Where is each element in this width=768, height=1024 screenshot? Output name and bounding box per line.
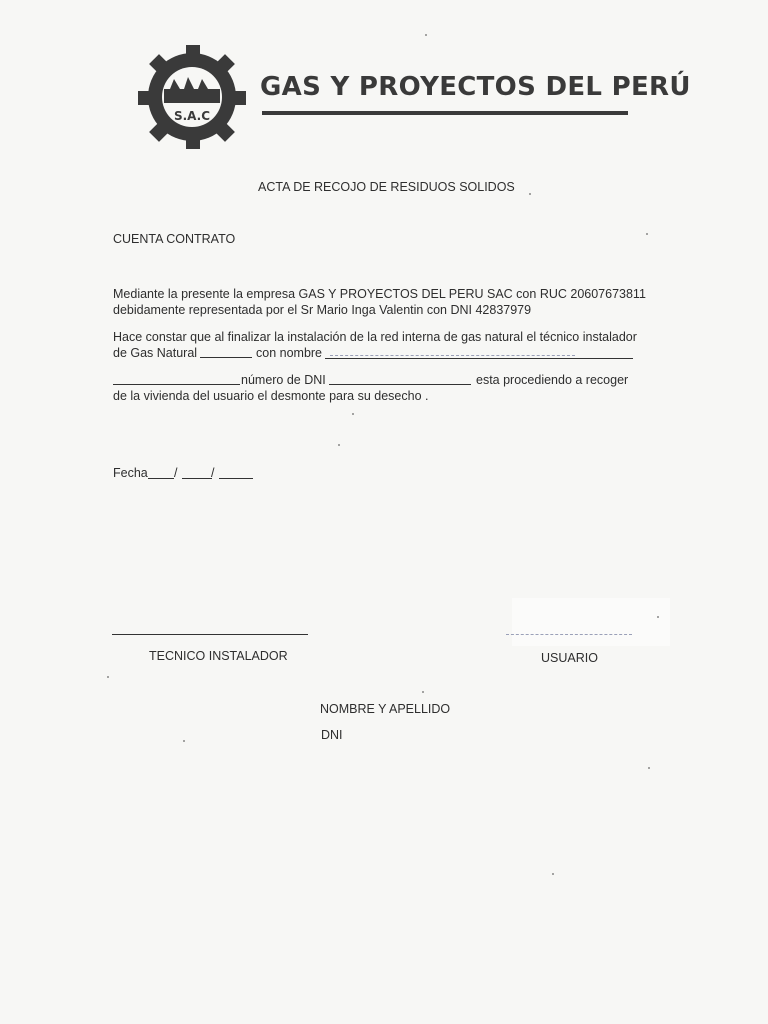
date-separator-2: /	[211, 466, 215, 480]
paragraph2-line2-a: de Gas Natural	[113, 346, 198, 360]
scan-speck	[529, 193, 531, 195]
installer-signature-line	[112, 634, 308, 635]
scan-speck	[657, 616, 659, 618]
name-continuation-blank	[113, 384, 240, 385]
paragraph2-line1: Hace constar que al finalizar la instalación de la red interna de gas natural el técnico instalador	[113, 330, 637, 344]
document-title: ACTA DE RECOJO DE RESIDUOS SOLIDOS	[258, 180, 515, 194]
paragraph1-line1: Mediante la presente la empresa GAS Y PROYECTOS DEL PERU SAC con RUC 20607673811	[113, 287, 646, 301]
installer-label: TECNICO INSTALADOR	[149, 649, 288, 663]
paragraph2-line4: de la vivienda del usuario el desmonte para su desecho .	[113, 389, 429, 403]
dni-blank	[329, 384, 471, 385]
user-label: USUARIO	[541, 651, 598, 665]
scan-speck	[107, 676, 109, 678]
scan-speck	[422, 691, 424, 693]
date-separator-1: /	[174, 466, 178, 480]
date-year-blank	[219, 478, 253, 479]
company-logo	[128, 45, 256, 173]
paragraph2-line3-b: esta procediendo a recoger	[476, 373, 629, 387]
date-label: Fecha	[113, 466, 148, 480]
paragraph1-line2: debidamente representada por el Sr Mario Inga Valentin con DNI 42837979	[113, 303, 532, 317]
user-signature-line	[506, 634, 632, 635]
date-day-blank	[148, 478, 174, 479]
company-name: GAS Y PROYECTOS DEL PERÚ	[260, 72, 691, 102]
header-divider	[262, 111, 628, 115]
scan-speck	[425, 34, 427, 36]
name-label: NOMBRE Y APELLIDO	[320, 702, 451, 716]
scan-speck	[552, 873, 554, 875]
paragraph2-line3-a: número de DNI	[241, 373, 326, 387]
date-month-blank	[182, 478, 212, 479]
user-signature-area	[512, 598, 670, 646]
gas-natural-blank	[200, 357, 252, 358]
scan-speck	[352, 413, 354, 415]
scan-speck	[183, 740, 185, 742]
scan-speck	[646, 233, 648, 235]
paragraph2-line2-b: con nombre	[256, 346, 323, 360]
scan-speck	[648, 767, 650, 769]
account-label: CUENTA CONTRATO	[113, 232, 236, 246]
scan-speck	[338, 444, 340, 446]
dni-label: DNI	[321, 728, 343, 742]
logo-text: S.A.C	[173, 109, 211, 123]
technician-name-blank	[325, 358, 633, 359]
technician-name-faded-writing	[330, 355, 575, 356]
